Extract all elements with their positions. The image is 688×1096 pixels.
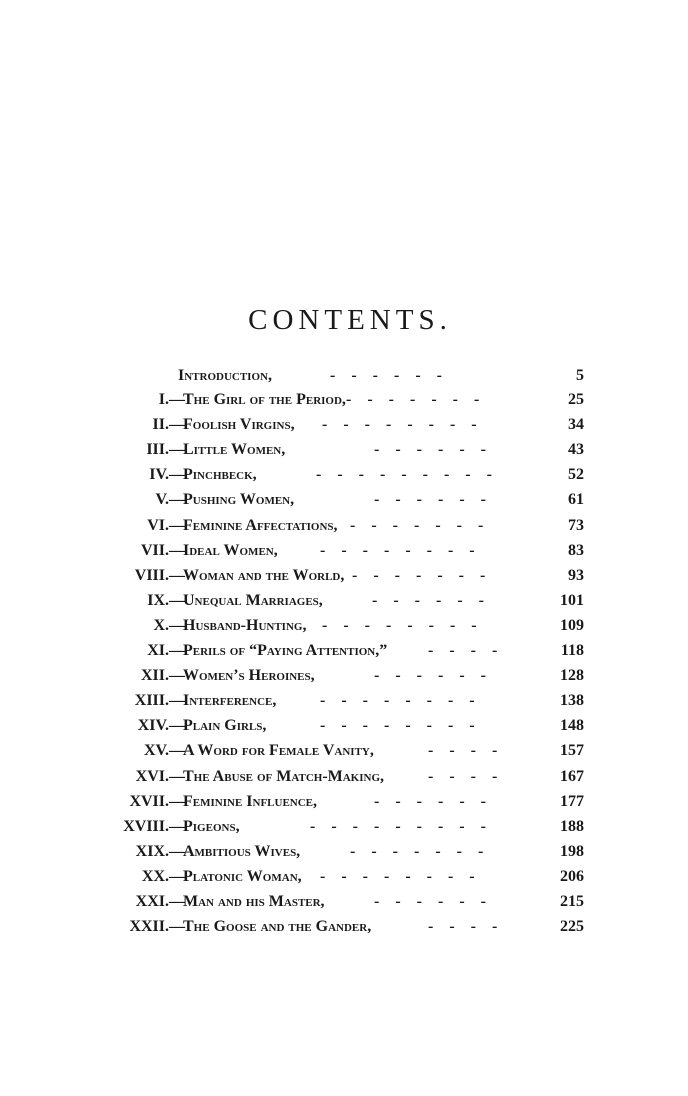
toc-entry	[0, 463, 688, 487]
toc-entry	[0, 865, 688, 889]
chapter-numeral: XIX.	[135, 842, 169, 860]
chapter-numeral: XIV.	[137, 717, 169, 735]
toc-entry-title: Man and his Master,	[183, 893, 325, 910]
toc-entry-title: Plain Girls,	[183, 717, 267, 735]
toc-entry-title: Feminine Affectations,	[183, 516, 338, 534]
leader-dots: - - - - - - - - -	[316, 466, 492, 484]
toc-entry-introduction	[0, 364, 688, 388]
toc-entry	[0, 488, 688, 512]
toc-entry-title: Pushing Women,	[183, 491, 295, 509]
toc-entry-title: The Abuse of Match-Making,	[183, 767, 385, 785]
numeral-dash: —	[169, 391, 185, 408]
numeral-dash: —	[169, 767, 185, 785]
numeral-dash: —	[169, 692, 185, 710]
toc-entry-page: 167	[560, 767, 584, 785]
toc-entry	[0, 514, 688, 538]
toc-entry-page: 157	[560, 742, 584, 760]
leader-dots: - - - - - - - -	[322, 416, 477, 434]
toc-entry-title: A Word for Female Vanity,	[183, 742, 374, 760]
chapter-numeral: XXII.	[129, 918, 169, 936]
chapter-numeral: III.	[146, 441, 169, 459]
toc-entry-page: 118	[560, 642, 584, 659]
toc-entry	[0, 539, 688, 563]
numeral-dash: —	[169, 842, 185, 860]
chapter-numeral: II.	[152, 416, 169, 434]
toc-entry	[0, 388, 688, 412]
toc-entry	[0, 714, 688, 738]
toc-entry-title: Women’s Heroines,	[183, 667, 315, 685]
numeral-dash: —	[169, 416, 185, 434]
numeral-dash: —	[169, 466, 185, 484]
numeral-dash: —	[169, 792, 185, 810]
leader-dots: - - - - - - -	[352, 566, 486, 584]
chapter-numeral: V.	[155, 491, 169, 509]
chapter-numeral: XV.	[143, 742, 169, 760]
toc-entry-page: 73	[568, 516, 584, 534]
toc-entry	[0, 639, 688, 663]
chapter-numeral: XVI.	[135, 767, 169, 785]
toc-entry-page: 188	[560, 817, 584, 835]
toc-entry	[0, 689, 688, 713]
toc-entry-page: 215	[560, 893, 584, 910]
toc-entry-title: Ideal Women,	[183, 541, 278, 559]
toc-entry	[0, 589, 688, 613]
chapter-numeral: I.	[158, 391, 169, 408]
numeral-dash: —	[169, 441, 185, 459]
toc-entry-title: Foolish Virgins,	[183, 416, 295, 434]
toc-entry	[0, 815, 688, 839]
leader-dots: - - - - - - - -	[320, 867, 475, 885]
toc-entry-page: 148	[560, 717, 584, 735]
chapter-numeral: XX.	[141, 867, 169, 885]
toc-entry	[0, 438, 688, 462]
toc-entry-page: 83	[568, 541, 584, 559]
toc-entry-title: The Girl of the Period,	[183, 391, 346, 408]
leader-dots: - - - - - - -	[350, 842, 484, 860]
leader-dots: - - - -	[428, 918, 498, 936]
leader-dots: - - - - - - -	[350, 516, 484, 534]
leader-dots: - - - - - - - -	[320, 717, 475, 735]
numeral-dash: —	[169, 867, 185, 885]
numeral-dash: —	[169, 667, 185, 685]
toc-entry-title: Little Women,	[183, 441, 286, 459]
toc-entry-title: Interference,	[183, 692, 277, 710]
toc-entry-page: 177	[560, 792, 584, 810]
toc-entry-title: Perils of “Paying Attention,”	[183, 642, 388, 659]
toc-entry-page: 43	[568, 441, 584, 459]
leader-dots: - - - - - -	[374, 667, 486, 685]
toc-entry-title: Introduction,	[178, 367, 272, 384]
toc-entry-page: 5	[576, 367, 584, 384]
leader-dots: - - - - - - - - -	[310, 817, 486, 835]
leader-dots: - - - - - -	[372, 591, 484, 609]
numeral-dash: —	[169, 918, 185, 936]
numeral-dash: —	[169, 717, 185, 735]
leader-dots: - - - - - - -	[346, 391, 480, 408]
chapter-numeral: IX.	[147, 591, 169, 609]
chapter-numeral: X.	[153, 616, 169, 634]
leader-dots: - - - -	[428, 642, 498, 659]
toc-entry	[0, 890, 688, 914]
leader-dots: - - - - - -	[374, 441, 486, 459]
chapter-numeral: XVIII.	[123, 817, 169, 835]
numeral-dash: —	[169, 817, 185, 835]
toc-entry	[0, 413, 688, 437]
chapter-numeral: XVII.	[129, 792, 169, 810]
toc-entry	[0, 614, 688, 638]
leader-dots: - - - - - -	[330, 367, 442, 384]
leader-dots: - - - - - - - -	[320, 541, 475, 559]
leader-dots: - - - - - -	[374, 792, 486, 810]
chapter-numeral: IV.	[149, 466, 169, 484]
toc-entry-page: 138	[560, 692, 584, 710]
toc-entry-title: Husband-Hunting,	[183, 616, 307, 634]
chapter-numeral: VIII.	[134, 566, 169, 584]
page-title: CONTENTS.	[248, 304, 452, 336]
toc-entry-page: 206	[560, 867, 584, 885]
numeral-dash: —	[169, 541, 185, 559]
chapter-numeral: VII.	[140, 541, 169, 559]
toc-entry-page: 25	[568, 391, 584, 408]
toc-entry-page: 109	[560, 616, 584, 634]
toc-entry-title: Pigeons,	[183, 817, 240, 835]
leader-dots: - - - - - -	[374, 893, 486, 910]
chapter-numeral: XI.	[147, 642, 169, 659]
leader-dots: - - - - - - - -	[320, 692, 475, 710]
toc-entry-page: 101	[560, 591, 584, 609]
numeral-dash: —	[169, 742, 185, 760]
chapter-numeral: XIII.	[134, 692, 169, 710]
numeral-dash: —	[169, 616, 185, 634]
leader-dots: - - - -	[428, 742, 498, 760]
toc-entry	[0, 739, 688, 763]
numeral-dash: —	[169, 893, 185, 910]
toc-entry-title: Woman and the World,	[183, 566, 345, 584]
toc-entry	[0, 664, 688, 688]
numeral-dash: —	[169, 642, 185, 659]
toc-entry-page: 34	[568, 416, 584, 434]
numeral-dash: —	[169, 566, 185, 584]
toc-entry-page: 198	[560, 842, 584, 860]
toc-entry	[0, 564, 688, 588]
toc-entry	[0, 765, 688, 789]
toc-entry-page: 61	[568, 491, 584, 509]
chapter-numeral: VI.	[147, 516, 169, 534]
toc-entry-title: Ambitious Wives,	[183, 842, 301, 860]
toc-entry-title: The Goose and the Gander,	[183, 918, 372, 936]
toc-entry-page: 52	[568, 466, 584, 484]
leader-dots: - - - - - -	[374, 491, 486, 509]
chapter-numeral: XXI.	[135, 893, 169, 910]
toc-entry-title: Feminine Influence,	[183, 792, 318, 810]
numeral-dash: —	[169, 591, 185, 609]
toc-entry	[0, 840, 688, 864]
toc-entry-page: 225	[560, 918, 584, 936]
leader-dots: - - - - - - - -	[322, 616, 477, 634]
toc-entry-page: 128	[560, 667, 584, 685]
toc-entry	[0, 790, 688, 814]
toc-entry	[0, 915, 688, 939]
toc-entry-title: Unequal Marriages,	[183, 591, 323, 609]
toc-entry-page: 93	[568, 566, 584, 584]
numeral-dash: —	[169, 516, 185, 534]
toc-entry-title: Pinchbeck,	[183, 466, 257, 484]
toc-entry-title: Platonic Woman,	[183, 867, 302, 885]
chapter-numeral: XII.	[140, 667, 169, 685]
numeral-dash: —	[169, 491, 185, 509]
leader-dots: - - - -	[428, 767, 498, 785]
